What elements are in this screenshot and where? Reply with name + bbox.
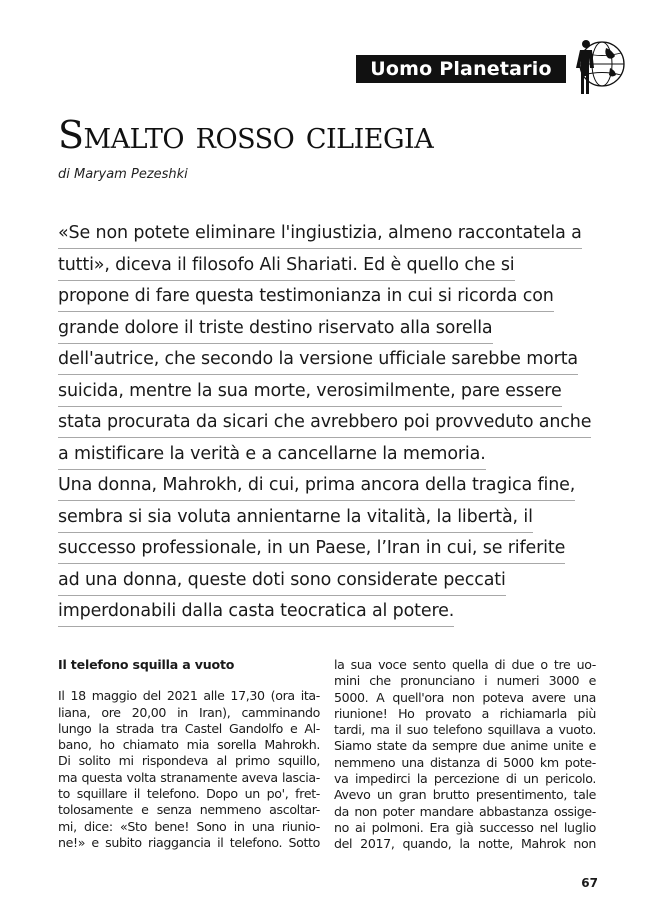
lead-line: sembra si sia voluta annientarne la vitalità, la libertà, il bbox=[58, 502, 568, 534]
body-line: tardi, ma il suo telefono squillava a vuoto. bbox=[334, 722, 596, 738]
body-line: Il 18 maggio del 2021 alle 17,30 (ora ita- bbox=[58, 688, 320, 704]
lead-line: dell'autrice, che secondo la versione ufficiale sarebbe morta bbox=[58, 344, 568, 376]
article-title: Smalto rosso ciliegia bbox=[58, 113, 434, 157]
body-line: Siamo state da sempre due anime unite e bbox=[334, 738, 596, 754]
body-line: Di solito mi rispondeva al primo squillo, bbox=[58, 753, 320, 769]
body-column-left bbox=[58, 657, 320, 851]
section-rubric: Uomo Planetario bbox=[356, 55, 566, 83]
body-line: del 2017, quando, la notte, Mahrok non bbox=[334, 836, 596, 852]
page-number: 67 bbox=[581, 876, 598, 890]
lead-line: tutti», diceva il filosofo Ali Shariati. Ed è quello che si bbox=[58, 250, 568, 282]
body-line: Avevo un gran brutto presentimento, tale bbox=[334, 787, 596, 803]
lead-line: Una donna, Mahrokh, di cui, prima ancora della tragica fine, bbox=[58, 470, 568, 502]
lead-line: stata procurata da sicari che avrebbero poi provveduto anche bbox=[58, 407, 568, 439]
lead-line: propone di fare questa testimonianza in cui si ricorda con bbox=[58, 281, 568, 313]
lead-line: grande dolore il triste destino riservato alla sorella bbox=[58, 313, 568, 345]
body-line: riunione! Ho provato a richiamarla più bbox=[334, 705, 596, 721]
lead-line: a mistificare la verità e a cancellarne la memoria. bbox=[58, 439, 568, 471]
body-line: 5000. A quell'ora non poteva avere una bbox=[334, 689, 596, 705]
article-lead bbox=[58, 218, 592, 628]
body-column-right bbox=[334, 657, 596, 853]
body-line: va impedirci la percezione di un pericolo. bbox=[334, 771, 596, 787]
lead-line: successo professionale, in un Paese, l’Iran in cui, se riferite bbox=[58, 533, 568, 565]
body-line: la sua voce sento quella di due o tre uo- bbox=[334, 657, 596, 672]
body-line: tolosamente e senza nemmeno ascoltar- bbox=[58, 802, 320, 818]
article-byline: di Maryam Pezeshki bbox=[58, 167, 188, 182]
body-line: lungo la strada tra Castel Gandolfo e Al- bbox=[58, 720, 320, 736]
body-line: bano, ho chiamato mia sorella Mahrokh. bbox=[58, 737, 320, 753]
body-line: to squillare il telefono. Dopo un po', fret- bbox=[58, 786, 320, 802]
lead-line: ad una donna, queste doti sono considerate peccati bbox=[58, 565, 568, 597]
body-line: mini che pronunciano i numeri 3000 e bbox=[334, 673, 596, 689]
body-line: ne!» e subito riaggancia il telefono. Sotto bbox=[58, 834, 320, 850]
lead-line: suicida, mentre la sua morte, verosimilmente, pare essere bbox=[58, 376, 568, 408]
man-with-globe-icon bbox=[566, 36, 626, 98]
body-line: mi, dice: «Sto bene! Sono in una riunio- bbox=[58, 818, 320, 834]
body-line: liana, ore 20,00 in Iran), camminando bbox=[58, 704, 320, 720]
body-line: no ai polmoni. Era già successo nel luglio bbox=[334, 819, 596, 835]
section-heading: Il telefono squilla a vuoto bbox=[58, 657, 235, 672]
body-line: nemmeno una distanza di 5000 km pote- bbox=[334, 754, 596, 770]
body-line: da non poter mandare abbastanza ossige- bbox=[334, 803, 596, 819]
lead-line: «Se non potete eliminare l'ingiustizia, almeno raccontatela a bbox=[58, 218, 568, 250]
body-line: ma questa volta stranamente aveva lascia- bbox=[58, 769, 320, 785]
lead-line: imperdonabili dalla casta teocratica al potere. bbox=[58, 596, 568, 628]
